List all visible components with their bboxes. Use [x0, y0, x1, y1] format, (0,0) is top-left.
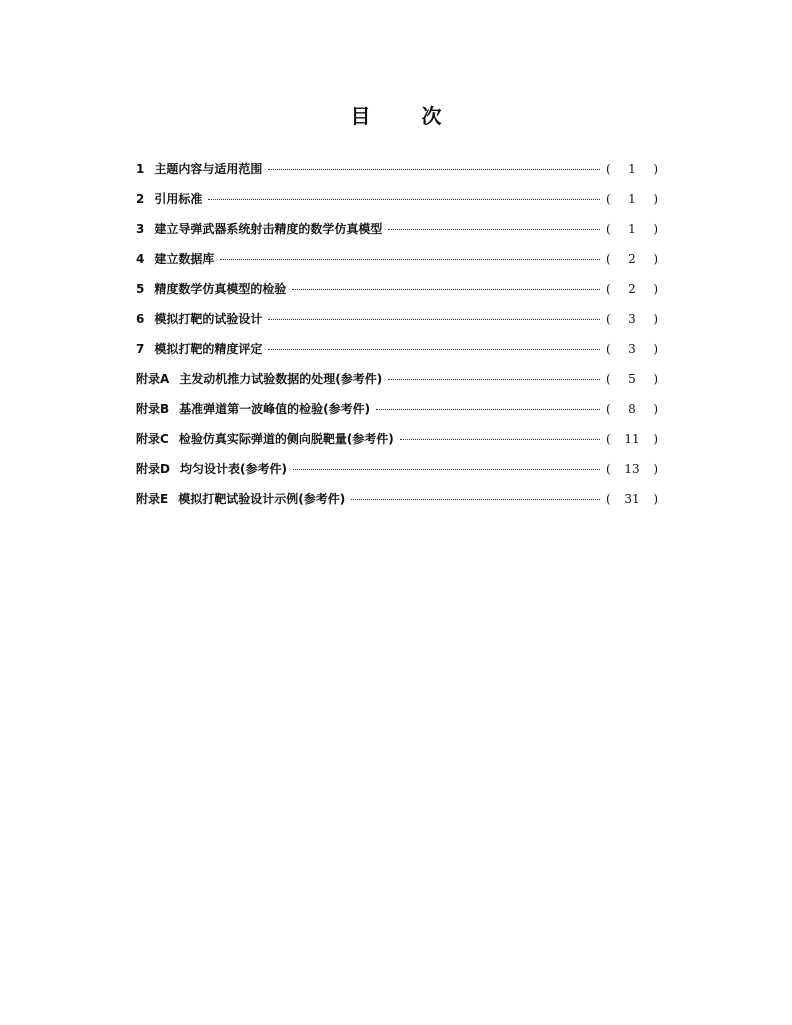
toc-entry-page — [606, 162, 658, 176]
paren-close: ) — [653, 402, 658, 416]
toc-entry[interactable] — [136, 280, 658, 310]
toc-entry-title: 基准弹道第一波峰值的检验(参考件) — [179, 402, 371, 416]
paren-open: ( — [606, 252, 611, 266]
toc-entry-number: 7 — [136, 342, 145, 356]
toc-entry-number: 附录C — [136, 432, 169, 446]
toc-entry-title: 模拟打靶的试验设计 — [154, 312, 263, 326]
page-number: 2 — [628, 282, 636, 296]
paren-open: ( — [606, 492, 611, 506]
page-number: 8 — [628, 402, 636, 416]
leader-dots — [351, 499, 600, 500]
toc-entry-title: 建立数据库 — [154, 252, 215, 266]
page-title: 目 次 — [350, 104, 464, 128]
toc-entry-title: 检验仿真实际弹道的侧向脱靶量(参考件) — [178, 432, 394, 446]
toc-entry[interactable] — [136, 460, 658, 490]
toc-entry[interactable] — [136, 160, 658, 190]
leader-dots — [376, 409, 600, 410]
toc-entry-title: 精度数学仿真模型的检验 — [154, 282, 287, 296]
toc-entry-page — [606, 402, 658, 416]
paren-open: ( — [606, 282, 611, 296]
paren-close: ) — [653, 462, 658, 476]
leader-dots — [400, 439, 600, 440]
paren-close: ) — [653, 252, 658, 266]
toc-entry[interactable] — [136, 190, 658, 220]
toc-entry[interactable] — [136, 220, 658, 250]
paren-close: ) — [653, 372, 658, 386]
paren-close: ) — [653, 342, 658, 356]
paren-open: ( — [606, 312, 611, 326]
page-number: 13 — [624, 462, 640, 476]
toc-entry-number: 3 — [136, 222, 145, 236]
toc-entry-page — [606, 222, 658, 236]
toc-entry-number: 1 — [136, 162, 145, 176]
page-number: 3 — [628, 342, 636, 356]
toc-entry-page — [606, 252, 658, 266]
toc-entry-title: 主发动机推力试验数据的处理(参考件) — [179, 372, 383, 386]
toc-entry-title: 模拟打靶的精度评定 — [154, 342, 263, 356]
paren-open: ( — [606, 462, 611, 476]
toc-entry[interactable] — [136, 340, 658, 370]
paren-open: ( — [606, 162, 611, 176]
toc-entry-page — [606, 192, 658, 206]
leader-dots — [293, 469, 600, 470]
paren-close: ) — [653, 162, 658, 176]
paren-close: ) — [653, 222, 658, 236]
toc-entry-page — [606, 492, 658, 506]
toc-entry[interactable] — [136, 430, 658, 460]
paren-open: ( — [606, 402, 611, 416]
paren-close: ) — [653, 192, 658, 206]
paren-open: ( — [606, 342, 611, 356]
toc-entry[interactable] — [136, 370, 658, 400]
toc-entry-title: 建立导弹武器系统射击精度的数学仿真模型 — [154, 222, 383, 236]
leader-dots — [268, 169, 600, 170]
toc-entry-number: 6 — [136, 312, 145, 326]
paren-open: ( — [606, 372, 611, 386]
toc-entry-number: 附录D — [136, 462, 170, 476]
toc-entry[interactable] — [136, 490, 658, 520]
toc-entry-number: 5 — [136, 282, 145, 296]
toc-entry-title: 模拟打靶试验设计示例(参考件) — [178, 492, 346, 506]
toc-entry-title: 主题内容与适用范围 — [154, 162, 263, 176]
paren-close: ) — [653, 312, 658, 326]
leader-dots — [388, 379, 600, 380]
page-number: 5 — [628, 372, 636, 386]
leader-dots — [268, 319, 600, 320]
toc-entry[interactable] — [136, 310, 658, 340]
page-number: 1 — [628, 222, 636, 236]
toc-entry-page — [606, 342, 658, 356]
toc-entry-number: 附录E — [136, 492, 169, 506]
toc-entry-page — [606, 282, 658, 296]
page-number: 3 — [628, 312, 636, 326]
toc-entry-page — [606, 432, 658, 446]
leader-dots — [292, 289, 600, 290]
toc-entry-number: 2 — [136, 192, 145, 206]
leader-dots — [220, 259, 600, 260]
page-number: 1 — [628, 192, 636, 206]
leader-dots — [268, 349, 600, 350]
toc-entry-title: 引用标准 — [154, 192, 203, 206]
toc-entry-number: 附录A — [136, 372, 170, 386]
paren-open: ( — [606, 222, 611, 236]
paren-close: ) — [653, 492, 658, 506]
page-number: 11 — [624, 432, 640, 446]
toc-entry-title: 均匀设计表(参考件) — [179, 462, 287, 476]
toc-entry-page — [606, 312, 658, 326]
paren-close: ) — [653, 282, 658, 296]
page-number: 2 — [628, 252, 636, 266]
paren-open: ( — [606, 432, 611, 446]
paren-close: ) — [653, 432, 658, 446]
toc-entry-page — [606, 372, 658, 386]
page-number: 1 — [628, 162, 636, 176]
leader-dots — [208, 199, 600, 200]
toc-entry[interactable] — [136, 400, 658, 430]
table-of-contents — [136, 160, 658, 520]
toc-entry[interactable] — [136, 250, 658, 280]
page-number: 31 — [624, 492, 640, 506]
paren-open: ( — [606, 192, 611, 206]
leader-dots — [388, 229, 600, 230]
toc-entry-page — [606, 462, 658, 476]
toc-entry-number: 4 — [136, 252, 145, 266]
toc-entry-number: 附录B — [136, 402, 170, 416]
